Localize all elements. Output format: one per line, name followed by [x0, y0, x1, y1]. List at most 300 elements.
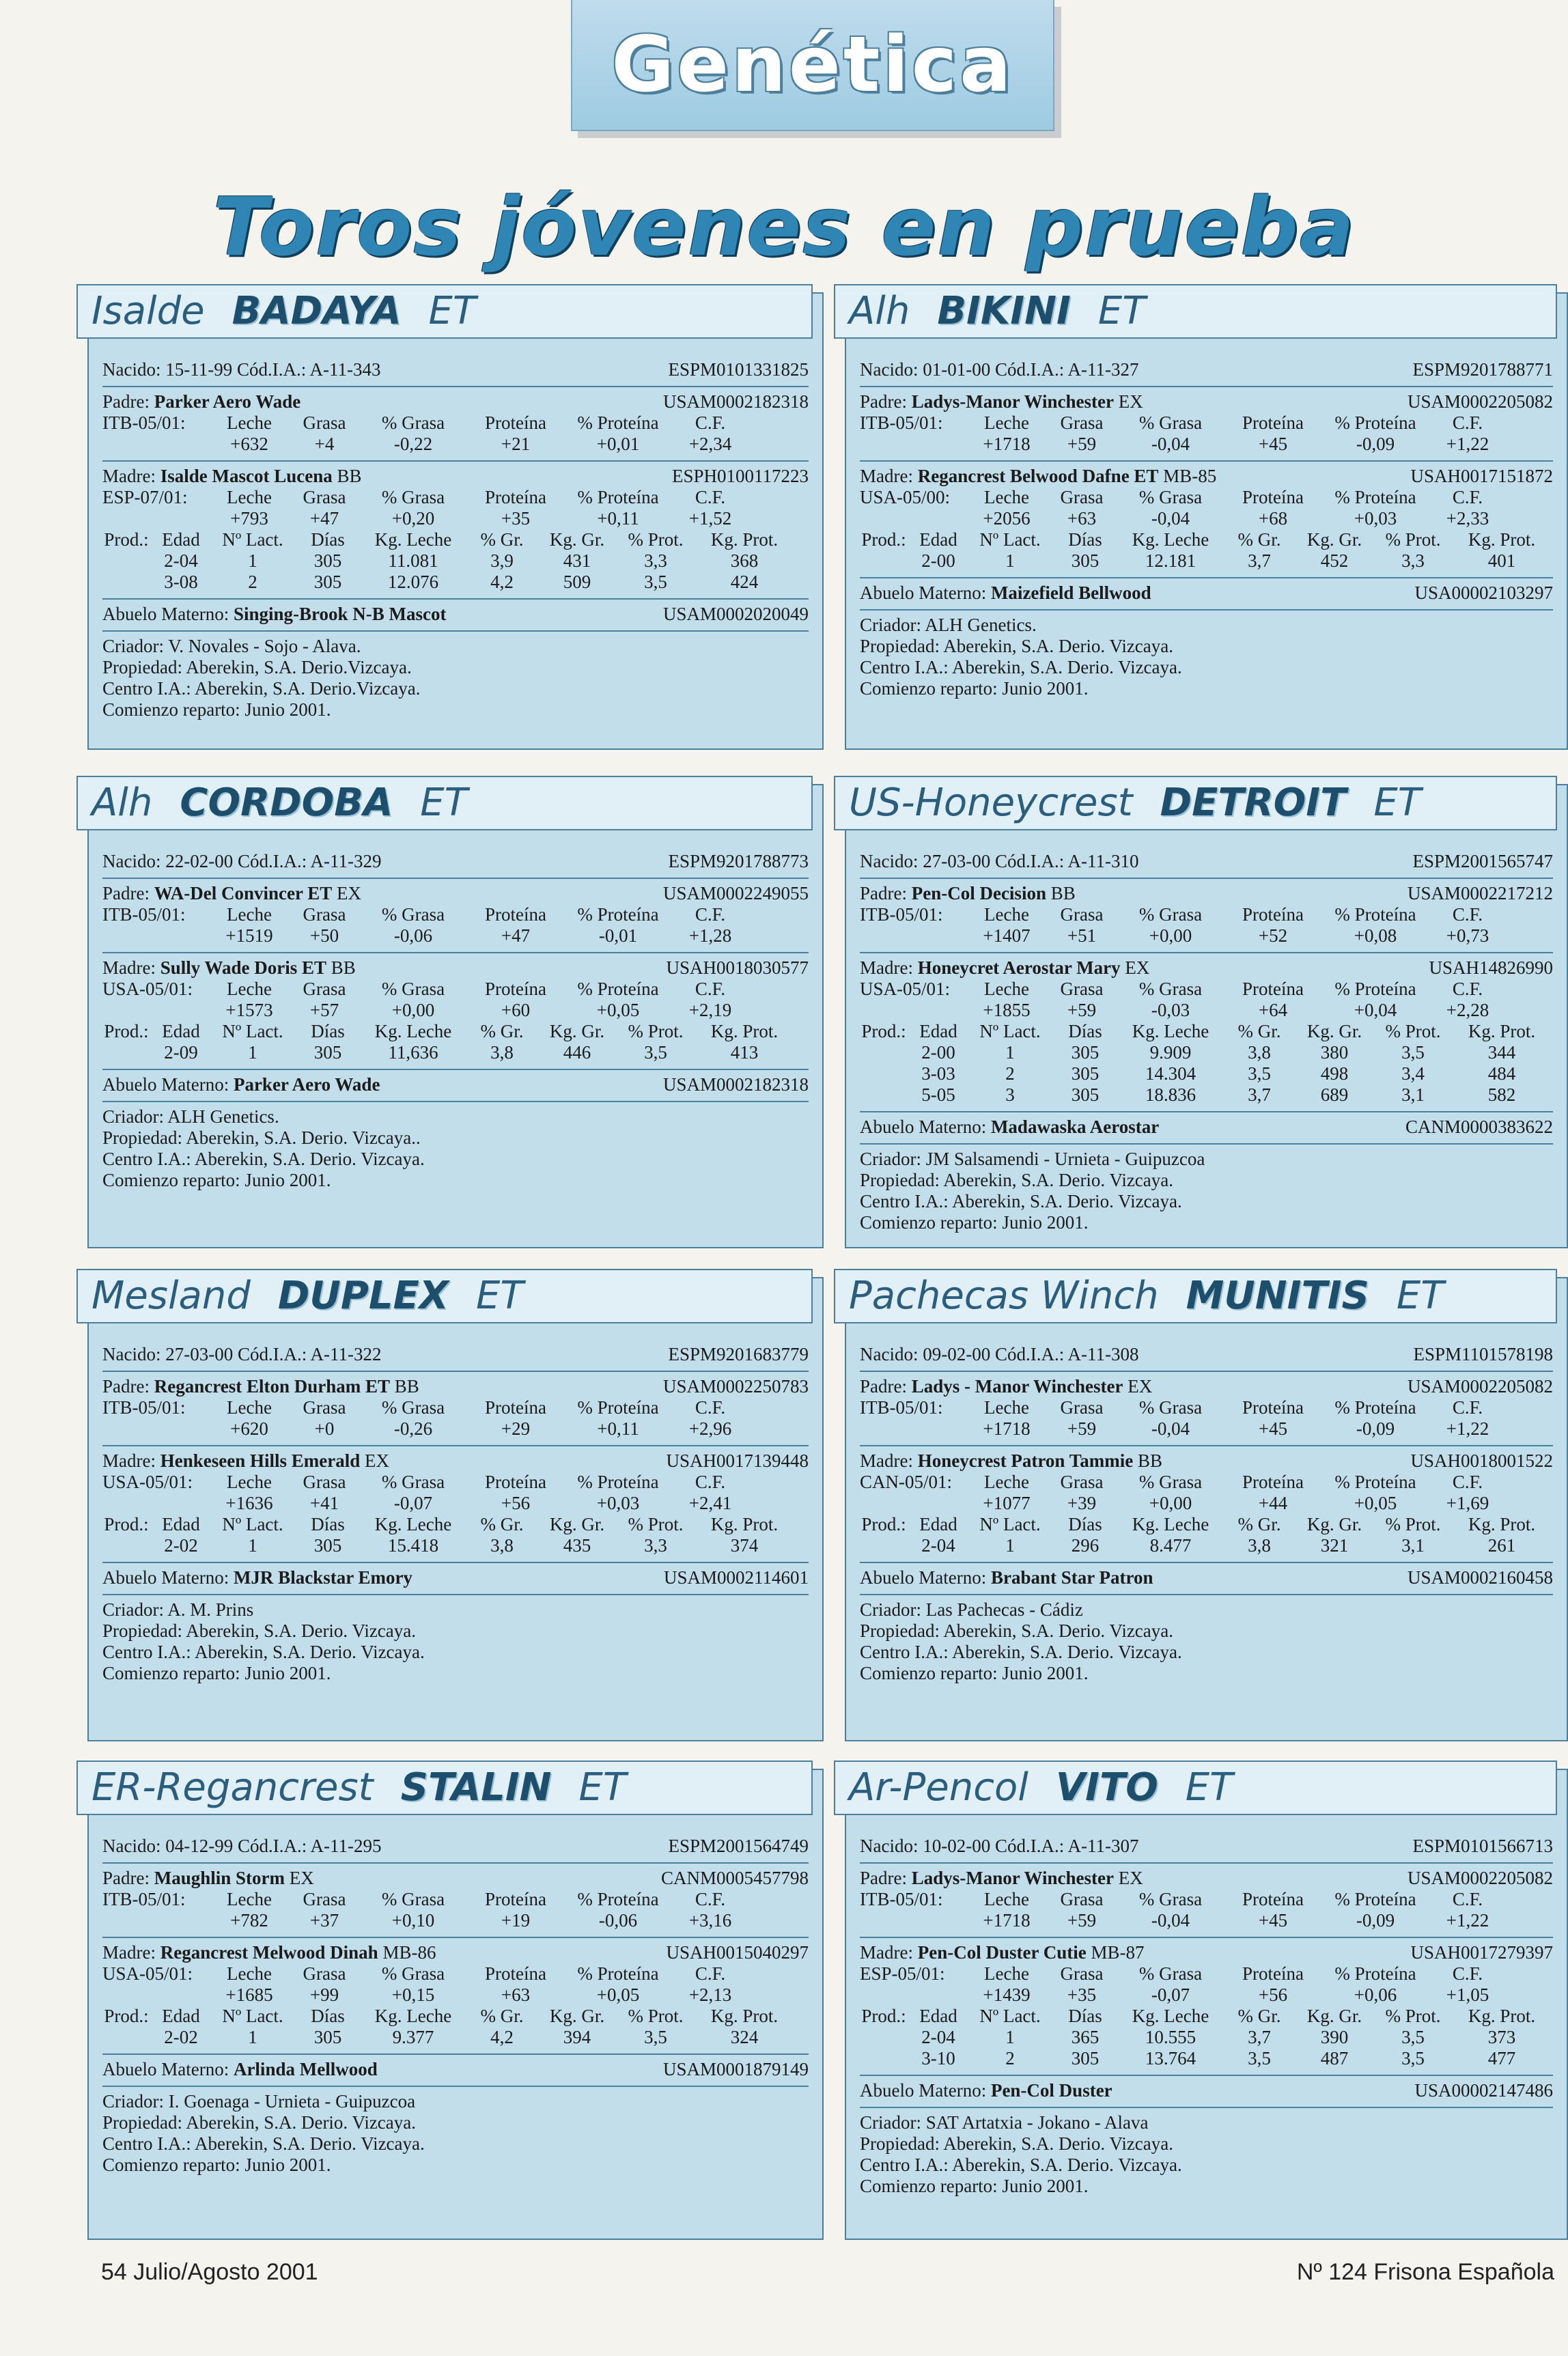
madre-registration: USAH0017279397	[1410, 1942, 1553, 1963]
production-header: Días	[1068, 2006, 1102, 2026]
madre-class: EX	[1125, 957, 1150, 978]
padre-registration: USAM0002205082	[1407, 1868, 1553, 1888]
madre-header	[860, 957, 1553, 979]
production-value: 1	[1005, 1042, 1015, 1063]
breeder-info-line: Comienzo reparto: Junio 2001.	[102, 1663, 331, 1683]
production-value: 3,5	[1401, 1042, 1425, 1063]
madre-eval-header: % Grasa	[1138, 979, 1203, 999]
production-value: 5-05	[921, 1084, 955, 1105]
production-value: 394	[563, 2027, 591, 2047]
production-label: Prod.:	[104, 1514, 149, 1534]
padre-eval-headers	[102, 904, 809, 925]
madre-eval-header: Leche	[227, 487, 272, 507]
padre-eval-value: -0,09	[1356, 434, 1395, 454]
padre-eval-value: +4	[314, 434, 335, 454]
madre-eval-value: +2056	[983, 508, 1031, 529]
padre-header	[860, 1376, 1553, 1397]
bull-suffix: ET	[1185, 1765, 1233, 1810]
production-value: 305	[1071, 1084, 1100, 1105]
production-headers	[102, 2006, 809, 2027]
breeder-info-line: Criador: SAT Artatxia - Jokano - Alava	[860, 2112, 1149, 2133]
madre-eval-value: -0,04	[1151, 508, 1190, 529]
madre-eval-value: +2,28	[1446, 1000, 1489, 1020]
production-header: Nº Lact.	[222, 2006, 283, 2026]
padre-eval-header: C.F.	[1452, 1397, 1483, 1418]
production-value: 3,9	[490, 550, 514, 571]
production-row	[860, 550, 1553, 572]
padre-eval-header: C.F.	[1452, 904, 1483, 925]
padre-eval-value: +0	[314, 1418, 335, 1439]
padre-identity	[102, 883, 361, 904]
madre-identity	[102, 466, 362, 487]
production-header: Nº Lact.	[979, 529, 1041, 550]
padre-eval-value: +21	[501, 434, 531, 454]
maternal-grandsire-name: Arlinda Mellwood	[233, 2059, 378, 2079]
padre-eval-headers	[860, 1889, 1553, 1910]
production-header: Kg. Leche	[374, 1514, 452, 1534]
production-value: 321	[1320, 1535, 1349, 1556]
padre-registration: USAM0002249055	[662, 883, 809, 903]
padre-eval-header: Grasa	[1060, 1397, 1104, 1418]
registration-id: ESPM0101331825	[668, 359, 809, 380]
madre-block	[860, 953, 1553, 1112]
padre-eval-header: Leche	[227, 904, 272, 925]
madre-eval-value: +1,52	[688, 508, 732, 529]
breeder-info-line: Criador: ALH Genetics.	[860, 615, 1037, 635]
production-value: 13.764	[1145, 2048, 1196, 2068]
padre-name: Pen-Col Decision	[911, 883, 1046, 903]
madre-eval-value: +35	[1067, 1985, 1097, 2005]
padre-label: Padre:	[860, 1376, 907, 1397]
production-value: 11.081	[388, 550, 438, 571]
production-value: 261	[1487, 1535, 1516, 1556]
bull-prefix: Alh	[849, 289, 910, 333]
registration-id: ESPM9201788771	[1412, 359, 1553, 380]
card-body	[860, 1340, 1553, 1725]
madre-label: Madre:	[102, 1942, 156, 1963]
padre-eval-value: +47	[501, 925, 531, 946]
madre-eval-header: C.F.	[695, 1472, 726, 1492]
madre-eval-value: +793	[230, 508, 268, 529]
madre-eval-header: % Proteína	[1334, 487, 1416, 507]
production-header: Días	[311, 2006, 345, 2026]
card-body	[860, 1832, 1553, 2224]
production-header: Kg. Gr.	[549, 529, 605, 550]
madre-eval-header: Grasa	[1060, 1472, 1104, 1492]
production-header: Kg. Leche	[374, 1021, 452, 1041]
production-header: Kg. Prot.	[710, 1514, 779, 1534]
production-value: 498	[1320, 1063, 1349, 1084]
birth-info	[102, 851, 381, 872]
production-value: 305	[313, 1535, 342, 1556]
padre-eval-label: ITB-05/01:	[102, 904, 186, 925]
production-value: 3,5	[644, 2027, 667, 2047]
madre-eval-values	[102, 1493, 809, 1514]
madre-eval-values	[860, 1985, 1553, 2006]
production-header: % Gr.	[1237, 1514, 1281, 1534]
madre-label: Madre:	[102, 1450, 156, 1471]
production-headers	[102, 1021, 809, 1042]
padre-class: EX	[1128, 1376, 1153, 1397]
padre-eval-header: C.F.	[1452, 412, 1483, 433]
production-row	[860, 1063, 1553, 1084]
padre-eval-value: +59	[1067, 1910, 1097, 1931]
production-value: 582	[1487, 1084, 1516, 1105]
madre-eval-value: +59	[1067, 1000, 1097, 1020]
padre-label: Padre:	[102, 391, 150, 412]
padre-eval-header: Grasa	[303, 412, 346, 433]
madre-identity	[102, 1942, 436, 1963]
padre-eval-header: C.F.	[1452, 1889, 1483, 1909]
madre-eval-value: -0,07	[1151, 1985, 1190, 2005]
madre-eval-header: Proteína	[485, 1472, 546, 1492]
breeder-info-line: Comienzo reparto: Junio 2001.	[102, 2155, 331, 2175]
madre-header	[860, 1450, 1553, 1472]
madre-eval-spacer	[102, 1493, 212, 1514]
padre-eval-headers	[860, 1397, 1553, 1418]
madre-block	[860, 462, 1553, 578]
padre-eval-value: +1,28	[688, 925, 732, 946]
production-header: % Prot.	[628, 2006, 684, 2026]
madre-eval-values	[102, 1000, 809, 1021]
ai-code: Cód.I.A.: A-11-327	[994, 359, 1139, 380]
madre-eval-header: Grasa	[1060, 1963, 1104, 1984]
madre-eval-headers	[102, 1472, 809, 1493]
padre-eval-value: +1407	[983, 925, 1031, 946]
production-header: Días	[1068, 1514, 1102, 1534]
production-header: % Gr.	[480, 2006, 524, 2026]
production-value: 3,4	[1401, 1063, 1425, 1084]
bull-name: BADAYA	[232, 289, 402, 333]
madre-registration: USAH0015040297	[666, 1942, 809, 1963]
production-header: Nº Lact.	[979, 1021, 1041, 1041]
production-value: 15.418	[387, 1535, 439, 1556]
maternal-grandsire	[860, 2080, 1112, 2101]
production-header: Nº Lact.	[222, 1514, 283, 1534]
padre-eval-header: % Grasa	[381, 904, 445, 925]
production-header: Kg. Prot.	[710, 1021, 779, 1041]
production-value: 374	[730, 1535, 759, 1556]
padre-eval-value: +59	[1067, 1418, 1097, 1439]
production-value: 1	[1005, 550, 1015, 571]
padre-eval-header: Proteína	[1242, 904, 1304, 925]
production-header: Kg. Gr.	[549, 1514, 605, 1534]
madre-block	[102, 1938, 809, 2055]
breeder-info-line: Comienzo reparto: Junio 2001.	[102, 699, 331, 720]
production-label: Prod.:	[104, 2006, 149, 2026]
padre-identity	[860, 1376, 1152, 1397]
bull-name: MUNITIS	[1186, 1274, 1369, 1318]
maternal-grandsire-name: Madawaska Aerostar	[990, 1117, 1160, 1137]
madre-eval-spacer	[860, 1493, 969, 1514]
production-header: Días	[311, 1021, 345, 1041]
production-label: Prod.:	[104, 529, 149, 550]
padre-eval-header: % Grasa	[1138, 1397, 1203, 1418]
maternal-grandsire	[102, 1567, 412, 1588]
production-value: 3-08	[164, 572, 198, 592]
padre-eval-spacer	[102, 1910, 212, 1931]
madre-eval-header: Leche	[227, 1963, 272, 1984]
madre-eval-header: % Proteína	[1334, 1472, 1416, 1492]
madre-eval-value: -0,07	[393, 1493, 433, 1513]
padre-registration: USAM0002182318	[662, 391, 809, 412]
production-header: Kg. Leche	[1132, 2006, 1209, 2026]
bull-suffix: ET	[420, 781, 468, 825]
production-value: 2-04	[921, 2027, 955, 2047]
padre-label: Padre:	[860, 391, 907, 412]
padre-eval-value: +59	[1067, 434, 1097, 454]
card-body	[860, 847, 1553, 1232]
production-value: 368	[730, 550, 759, 571]
breeder-info	[860, 611, 1553, 705]
padre-eval-value: +45	[1258, 1910, 1288, 1931]
production-row	[102, 550, 809, 572]
bull-card	[87, 781, 824, 1248]
padre-registration: USAM0002217212	[1407, 883, 1553, 903]
birth-row	[860, 1832, 1553, 1864]
ai-code: Cód.I.A.: A-11-295	[237, 1836, 382, 1856]
madre-eval-header: C.F.	[1452, 1963, 1483, 1984]
padre-eval-header: % Grasa	[1138, 904, 1203, 925]
madre-eval-spacer	[102, 1000, 212, 1021]
production-value: 3,3	[644, 550, 667, 571]
production-header: Kg. Gr.	[1306, 1514, 1362, 1534]
madre-header	[860, 1942, 1553, 1963]
birth-row	[102, 1340, 809, 1372]
production-value: 2-04	[164, 550, 198, 571]
production-value: 305	[313, 1042, 342, 1063]
production-value: 452	[1320, 550, 1349, 571]
padre-eval-header: Leche	[227, 412, 272, 433]
production-value: 2-00	[921, 1042, 955, 1063]
madre-eval-value: +60	[501, 1000, 531, 1020]
padre-eval-label: ITB-05/01:	[860, 904, 943, 925]
madre-eval-headers	[860, 1472, 1553, 1493]
production-value: 305	[313, 2027, 342, 2047]
madre-name: Pen-Col Duster Cutie	[917, 1942, 1087, 1963]
padre-eval-header: C.F.	[695, 1889, 726, 1909]
production-value: 4,2	[490, 2027, 514, 2047]
madre-class: BB	[331, 957, 356, 978]
madre-eval-header: Proteína	[1242, 979, 1304, 999]
padre-eval-spacer	[860, 925, 969, 946]
madre-eval-headers	[860, 1963, 1553, 1985]
madre-class: BB	[337, 466, 362, 486]
madre-eval-headers	[102, 487, 809, 508]
madre-eval-value: +39	[1067, 1493, 1097, 1513]
madre-header	[860, 466, 1553, 487]
production-row	[860, 1084, 1553, 1106]
padre-eval-header: % Proteína	[577, 1889, 659, 1909]
madre-eval-value: +0,05	[596, 1985, 640, 2005]
production-value: 3,1	[1401, 1535, 1425, 1556]
padre-block	[102, 1864, 809, 1938]
madre-eval-value: +0,11	[597, 508, 639, 529]
padre-registration: USAM0002250783	[662, 1376, 809, 1397]
padre-eval-value: -0,26	[393, 1418, 433, 1439]
bull-card	[845, 781, 1568, 1248]
padre-eval-value: +782	[230, 1910, 268, 1931]
madre-registration: USAH14826990	[1429, 957, 1553, 978]
birth-row	[102, 847, 809, 879]
bull-suffix: ET	[1396, 1274, 1444, 1318]
footer-issue: 54 Julio/Agosto 2001	[101, 2259, 318, 2285]
padre-registration: USAM0002205082	[1407, 1376, 1553, 1397]
bull-card	[845, 1274, 1568, 1741]
madre-eval-header: % Proteína	[577, 1963, 659, 1984]
bull-card	[87, 1274, 824, 1741]
padre-eval-label: ITB-05/01:	[860, 412, 943, 433]
madre-eval-value: +63	[501, 1985, 531, 2005]
production-value: 2-04	[921, 1535, 955, 1556]
production-value: 3,5	[1401, 2027, 1425, 2047]
padre-eval-value: -0,06	[393, 925, 433, 946]
birth-date: Nacido: 22-02-00	[102, 851, 234, 871]
madre-header	[102, 466, 809, 487]
maternal-grandsire-row	[860, 2076, 1553, 2108]
maternal-grandsire-registration: USAM0002114601	[663, 1567, 809, 1588]
madre-label: Madre:	[860, 466, 913, 486]
padre-eval-value: -0,04	[1151, 434, 1190, 454]
padre-eval-values	[102, 925, 809, 946]
bull-suffix: ET	[1097, 289, 1146, 333]
production-value: 365	[1071, 2027, 1100, 2047]
padre-eval-value: +50	[309, 925, 339, 946]
production-value: 373	[1487, 2027, 1516, 2047]
production-value: 3,3	[1401, 550, 1425, 571]
madre-eval-header: C.F.	[1452, 979, 1483, 999]
maternal-grandsire-registration: USAM0002182318	[662, 1074, 809, 1095]
madre-eval-value: +0,00	[1149, 1493, 1192, 1513]
padre-eval-value: -0,09	[1356, 1910, 1395, 1931]
madre-eval-value: +2,41	[688, 1493, 732, 1513]
footer-publication: Nº 124 Frisona Española	[1296, 2259, 1554, 2285]
maternal-grandsire-row	[102, 1563, 809, 1595]
maternal-grandsire	[102, 2059, 378, 2080]
padre-header	[860, 883, 1553, 904]
bull-title	[76, 1761, 813, 1815]
padre-identity	[102, 391, 300, 412]
production-header: Días	[1068, 1021, 1102, 1041]
bull-prefix: ER-Regancrest	[92, 1765, 374, 1810]
maternal-grandsire-row	[860, 578, 1553, 611]
birth-date: Nacido: 27-03-00	[860, 851, 991, 871]
padre-eval-header: % Grasa	[381, 1889, 445, 1909]
production-header: % Gr.	[1237, 529, 1281, 550]
padre-header	[102, 883, 809, 904]
birth-info	[860, 851, 1138, 872]
padre-name: Regancrest Elton Durham ET	[154, 1376, 390, 1397]
production-label: Prod.:	[861, 2006, 906, 2026]
madre-eval-value: +0,20	[391, 508, 435, 529]
padre-eval-label: ITB-05/01:	[102, 1397, 186, 1418]
madre-name: Sully Wade Doris ET	[160, 957, 327, 978]
production-header: Kg. Prot.	[710, 529, 779, 550]
birth-date: Nacido: 15-11-99	[102, 359, 233, 380]
maternal-grandsire-label: Abuelo Materno:	[860, 583, 987, 603]
madre-name: Henkeseen Hills Emerald	[160, 1450, 361, 1471]
production-value: 401	[1487, 550, 1516, 571]
padre-eval-header: Leche	[984, 412, 1029, 433]
maternal-grandsire-registration: USAM0002020049	[662, 604, 809, 624]
ai-code: Cód.I.A.: A-11-307	[994, 1836, 1139, 1856]
production-header: Edad	[919, 2006, 957, 2026]
production-value: 446	[563, 1042, 591, 1063]
padre-eval-values	[860, 434, 1553, 455]
production-value: 305	[1071, 2048, 1100, 2068]
production-value: 3,7	[1248, 1084, 1271, 1105]
section-tab	[571, 0, 1054, 131]
maternal-grandsire	[860, 1117, 1159, 1138]
padre-class: EX	[289, 1868, 314, 1888]
production-value: 9.909	[1149, 1042, 1192, 1063]
breeder-info-line: Comienzo reparto: Junio 2001.	[860, 2176, 1089, 2196]
production-header: Edad	[919, 529, 957, 550]
padre-eval-value: +19	[501, 1910, 531, 1931]
birth-date: Nacido: 27-03-00	[102, 1344, 234, 1364]
padre-name: Maughlin Storm	[154, 1868, 285, 1888]
production-spacer	[102, 572, 150, 593]
production-value: 484	[1487, 1063, 1516, 1084]
padre-eval-header: C.F.	[695, 904, 726, 925]
production-value: 296	[1071, 1535, 1100, 1556]
production-header: Kg. Gr.	[549, 2006, 605, 2026]
padre-eval-value: +37	[309, 1910, 339, 1931]
production-headers	[860, 2006, 1553, 2027]
section-label: Genética	[611, 20, 1014, 109]
bull-title	[834, 284, 1557, 339]
madre-eval-header: Grasa	[1060, 487, 1104, 507]
padre-eval-values	[102, 1910, 809, 1931]
padre-eval-header: Leche	[984, 904, 1029, 925]
padre-eval-value: +52	[1258, 925, 1288, 946]
madre-eval-header: Proteína	[1242, 1472, 1304, 1492]
madre-eval-value: +1855	[983, 1000, 1031, 1020]
maternal-grandsire	[102, 1074, 380, 1095]
bull-suffix: ET	[1373, 781, 1421, 825]
padre-eval-header: Grasa	[1060, 1889, 1104, 1909]
production-spacer	[860, 1535, 908, 1556]
madre-eval-header: Leche	[984, 487, 1029, 507]
padre-eval-header: Proteína	[1242, 412, 1304, 433]
production-headers	[102, 1514, 809, 1535]
madre-eval-value: +57	[309, 1000, 339, 1020]
padre-eval-value: +0,10	[391, 1910, 435, 1931]
card-body	[102, 355, 809, 733]
production-value: 3,5	[1248, 1063, 1271, 1084]
padre-eval-value: -0,09	[1356, 1418, 1395, 1439]
madre-eval-spacer	[860, 1985, 969, 2006]
production-header: Kg. Leche	[374, 529, 452, 550]
bull-card	[845, 1765, 1568, 2240]
production-header: Kg. Prot.	[1468, 2006, 1536, 2026]
production-value: 3,8	[490, 1535, 514, 1556]
breeder-info-line: Propiedad: Aberekin, S.A. Derio. Vizcaya.	[860, 636, 1174, 656]
madre-eval-value: +99	[309, 1985, 339, 2005]
production-value: 3	[1005, 1084, 1015, 1105]
madre-eval-value: +0,15	[391, 1985, 435, 2005]
breeder-info	[102, 632, 809, 726]
padre-eval-headers	[102, 1397, 809, 1418]
madre-eval-header: Proteína	[1242, 1963, 1304, 1984]
production-value: 3,8	[1248, 1535, 1271, 1556]
maternal-grandsire-row	[102, 2055, 809, 2087]
madre-class: MB-86	[382, 1942, 436, 1963]
madre-eval-header: Leche	[984, 979, 1029, 999]
registration-id: ESPM1101578198	[1413, 1344, 1553, 1364]
production-row	[860, 1535, 1553, 1556]
padre-eval-header: Grasa	[1060, 904, 1104, 925]
